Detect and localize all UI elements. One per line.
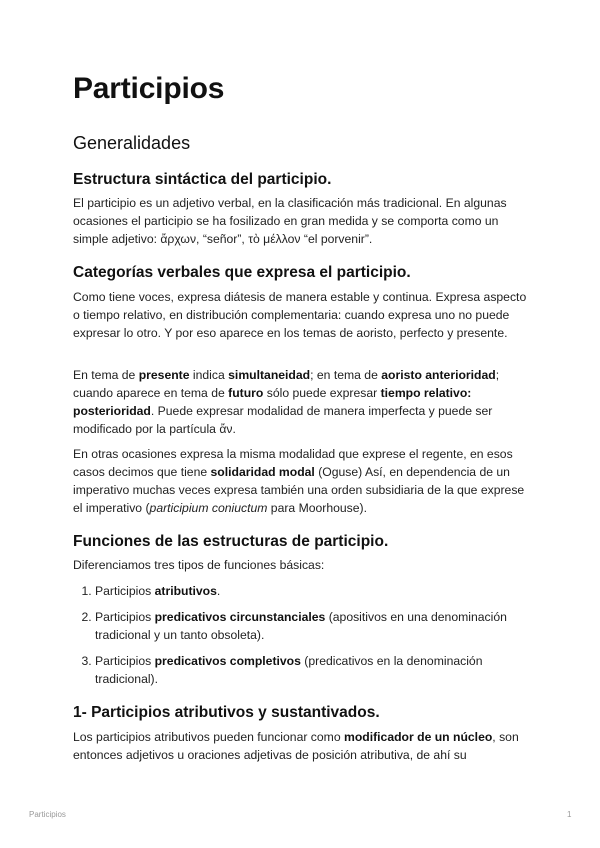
heading-funciones: Funciones de las estructuras de participio.	[73, 533, 389, 550]
page-number: 1	[567, 810, 572, 819]
list-item: 2. Participios predicativos circunstanciales (apositivos en una denominación tradicional y un tanto obsoleta).	[95, 608, 528, 644]
paragraph-funciones-intro: Diferenciamos tres tipos de funciones básicas:	[73, 558, 325, 572]
heading-estructura: Estructura sintáctica del participio.	[73, 171, 332, 188]
functions-list	[73, 582, 528, 696]
paragraph-estructura: El participio es un adjetivo verbal, en la clasificación más tradicional. En algunas ocasiones el participio se ha fosilizado en gran medida y se comporta como un simple adjetivo: ἄρχων, “señor”, τὸ μέλλον “el porvenir”.	[73, 196, 507, 246]
heading-atributivos: 1- Participios atributivos y sustantivados.	[73, 704, 380, 721]
paragraph-solidaridad: En otras ocasiones expresa la misma modalidad que exprese el regente, en esos casos decimos que tiene solidaridad modal (Oguse) Así, en dependencia de un imperativo muchas veces expresa también una orden subsidiaria de la que exprese el imperativo (participium coniuctum para Moorhouse).	[73, 447, 525, 515]
section-heading-generalidades: Generalidades	[73, 133, 191, 153]
paragraph-atributivos: Los participios atributivos pueden funcionar como modificador de un núcleo, son entonces adjetivos u oraciones adjetivas de posición atributiva, de ahí su	[73, 730, 519, 762]
footer-title: Participios	[29, 810, 66, 819]
paragraph-temas: En tema de presente indica simultaneidad; en tema de aoristo anterioridad; cuando aparece en tema de futuro sólo puede expresar tiempo relativo: posterioridad. Puede expresar modalidad de manera imperfecta y puede ser modificado por la partícula ἄν.	[73, 368, 500, 436]
heading-categorias: Categorías verbales que expresa el participio.	[73, 264, 411, 281]
page-title: Participios	[73, 72, 225, 105]
list-item: 3. Participios predicativos completivos (predicativos en la denominación tradicional).	[95, 652, 528, 688]
paragraph-categorias: Como tiene voces, expresa diátesis de manera estable y continua. Expresa aspecto o tiempo relativo, en distribución complementaria: cuando expresa uno no puede expresar lo otro. Y por eso aparece en los temas de aoristo, perfecto y presente.	[73, 290, 527, 340]
list-item: 1. Participios atributivos.	[95, 582, 528, 600]
